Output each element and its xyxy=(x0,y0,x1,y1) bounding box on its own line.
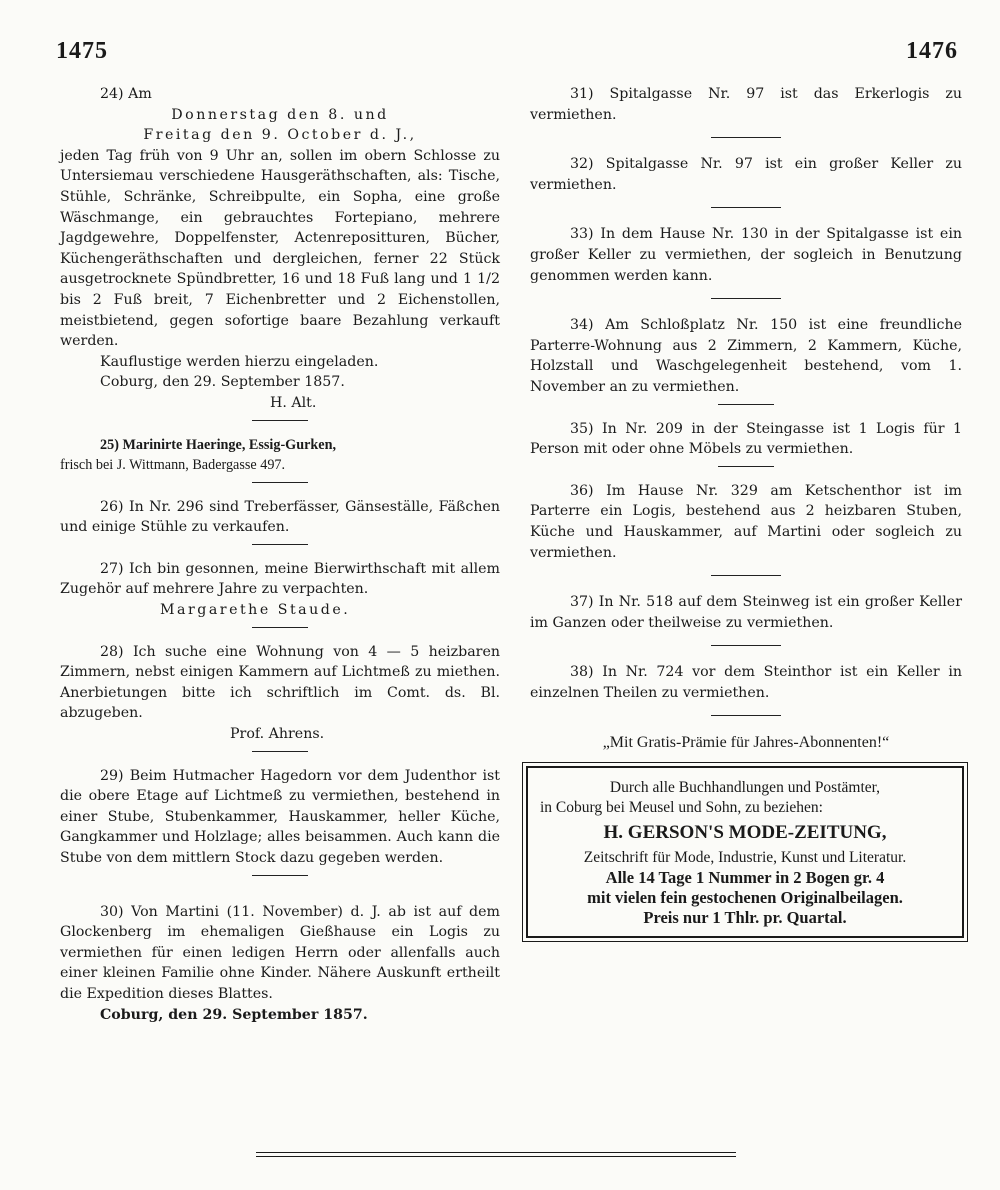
separator-rule xyxy=(711,645,781,646)
bottom-rule xyxy=(256,1152,736,1153)
separator-rule xyxy=(711,715,781,716)
notice-35 xyxy=(530,419,962,467)
notice-25-headline: 25) Marinirte Haeringe, Essig-Gurken, xyxy=(100,436,337,453)
mode-zeitung-advertisement xyxy=(526,766,964,938)
ad-frequency: Alle 14 Tage 1 Nummer in 2 Bogen gr. 4 xyxy=(605,868,885,888)
notice-26-body: 26) In Nr. 296 sind Treberfässer, Gänseställe, Fäßchen und einige Stühle zu verkaufen. xyxy=(60,498,500,536)
left-column xyxy=(60,84,500,1039)
notice-37-body: 37) In Nr. 518 auf dem Steinweg ist ein großer Keller im Ganzen oder theilweise zu vermiethen. xyxy=(530,594,962,631)
notice-30-body: 30) Von Martini (11. November) d. J. ab ist auf dem Glockenberg im ehemaligen Gießhause ein Logis zu vermiethen für einen ledigen Herrn oder allenfalls auch einer kleinen Familie ohne Kinder. Nähere Auskunft ertheilt die Expedition dieses Blattes. xyxy=(60,903,500,1002)
notice-27 xyxy=(60,559,500,628)
notice-34 xyxy=(530,315,962,404)
notice-38 xyxy=(530,662,962,716)
notice-38-body: 38) In Nr. 724 vor dem Steinthor ist ein Keller in einzelnen Theilen zu vermiethen. xyxy=(530,664,962,701)
notice-31-body: 31) Spitalgasse Nr. 97 ist das Erkerlogis zu vermiethen. xyxy=(530,86,962,123)
notice-32 xyxy=(530,154,962,208)
page-number-right: 1476 xyxy=(906,38,958,64)
right-column xyxy=(530,84,962,938)
notice-24-signature: H. Alt. xyxy=(270,394,317,411)
separator-rule xyxy=(252,482,308,483)
ad-supplements: mit vielen fein gestochenen Originalbeilagen. xyxy=(587,888,903,908)
separator-rule xyxy=(718,404,774,405)
notice-29 xyxy=(60,766,500,876)
notice-24 xyxy=(60,84,500,421)
notice-30-dateline: Coburg, den 29. September 1857. xyxy=(100,1006,368,1023)
notice-25-source: frisch bei J. Wittmann, Badergasse 497. xyxy=(60,457,286,474)
subscription-slogan: „Mit Gratis-Prämie für Jahres-Abonnenten!“ xyxy=(602,734,890,752)
notice-36 xyxy=(530,481,962,576)
notice-24-date-line-2: Freitag den 9. October d. J., xyxy=(143,127,417,144)
bottom-rule-thin xyxy=(256,1156,736,1157)
separator-rule xyxy=(711,298,781,299)
notice-24-invitation: Kauflustige werden hierzu eingeladen. xyxy=(100,353,379,370)
notice-26 xyxy=(60,497,500,545)
notice-35-body: 35) In Nr. 209 in der Steingasse ist 1 Logis für 1 Person mit oder ohne Möbels zu vermiethen. xyxy=(530,420,962,458)
page-number-left: 1475 xyxy=(56,38,108,64)
notice-32-body: 32) Spitalgasse Nr. 97 ist ein großer Keller zu vermiethen. xyxy=(530,156,962,193)
notice-30 xyxy=(60,902,500,1026)
separator-rule xyxy=(711,575,781,576)
separator-rule xyxy=(252,751,308,752)
notice-28 xyxy=(60,642,500,752)
notice-34-body: 34) Am Schloßplatz Nr. 150 ist eine freundliche Parterre-Wohnung aus 2 Zimmern, 2 Kammern, Küche, Holzstall und Waschgelegenheit bestehend, vom 1. November an zu vermiethen. xyxy=(530,317,962,395)
notice-29-body: 29) Beim Hutmacher Hagedorn vor dem Judenthor ist die obere Etage auf Lichtmeß zu vermiethen, bestehend in einer Stube, Stubenkammer, Hauskammer, heller Küche, Gangkammer und Holzlage; alles beisammen. Auch kann die Stube von dem mittlern Stock dazu gegeben werden. xyxy=(60,767,500,866)
notice-27-body: 27) Ich bin gesonnen, meine Bierwirthschaft mit allem Zugehör auf mehrere Jahre zu verpachten. xyxy=(60,560,500,598)
notice-28-body: 28) Ich suche eine Wohnung von 4 — 5 heizbaren Zimmern, nebst einigen Kammern auf Lichtmeß zu miethen. Anerbietungen bitte ich schriftlich im Comt. ds. Bl. abzugeben. xyxy=(60,643,500,722)
notice-37 xyxy=(530,592,962,646)
notice-24-dateline: Coburg, den 29. September 1857. xyxy=(100,374,345,391)
notice-24-number: 24) Am xyxy=(100,86,152,102)
ad-line-coburg: in Coburg bei Meusel und Sohn, zu beziehen: xyxy=(540,799,823,817)
separator-rule xyxy=(252,544,308,545)
ad-subtitle: Zeitschrift für Mode, Industrie, Kunst und Literatur. xyxy=(583,849,907,867)
notice-33 xyxy=(530,224,962,299)
notice-36-body: 36) Im Hause Nr. 329 am Ketschenthor ist im Parterre ein Logis, bestehend aus 2 heizbaren Stuben, Küche und Hauskammer, auf Martini oder sogleich zu vermiethen. xyxy=(530,482,962,561)
notice-24-body: jeden Tag früh von 9 Uhr an, sollen im obern Schlosse zu Untersiemau verschiedene Hausgeräthschaften, als: Tische, Stühle, Schränke, Schreibpulte, ein Sopha, eine große Wäschmange, ein gebrauchtes Fortepiano, mehrere Jagdgewehre, Doppelfenster, Actenrepositturen, Bücher, Küchengeräthschaften und dergleichen, ferner 22 Stück ausgetrocknete Spündbretter, 16 und 18 Fuß lang und 1 1/2 bis 2 Fuß breit, 7 Eichenbretter und 2 Eichenstollen, meistbietend, gegen sofortige baare Bezahlung verkauft werden. xyxy=(60,147,500,350)
separator-rule xyxy=(252,875,308,876)
notice-25 xyxy=(60,435,500,483)
notice-27-signature: Margarethe Staude. xyxy=(160,602,351,619)
separator-rule xyxy=(252,420,308,421)
notice-33-body: 33) In dem Hause Nr. 130 in der Spitalgasse ist ein großer Keller zu vermiethen, der sogleich in Benutzung genommen werden kann. xyxy=(530,226,962,284)
notice-24-date-line-1: Donnerstag den 8. und xyxy=(171,106,389,123)
separator-rule xyxy=(718,466,774,467)
notice-28-signature: Prof. Ahrens. xyxy=(230,726,325,743)
ad-title: H. GERSON'S MODE-ZEITUNG, xyxy=(603,822,887,844)
separator-rule xyxy=(711,207,781,208)
notice-31 xyxy=(530,84,962,138)
ad-price: Preis nur 1 Thlr. pr. Quartal. xyxy=(643,908,847,928)
separator-rule xyxy=(711,137,781,138)
ad-line-distribution: Durch alle Buchhandlungen und Postämter, xyxy=(609,779,881,797)
separator-rule xyxy=(252,627,308,628)
